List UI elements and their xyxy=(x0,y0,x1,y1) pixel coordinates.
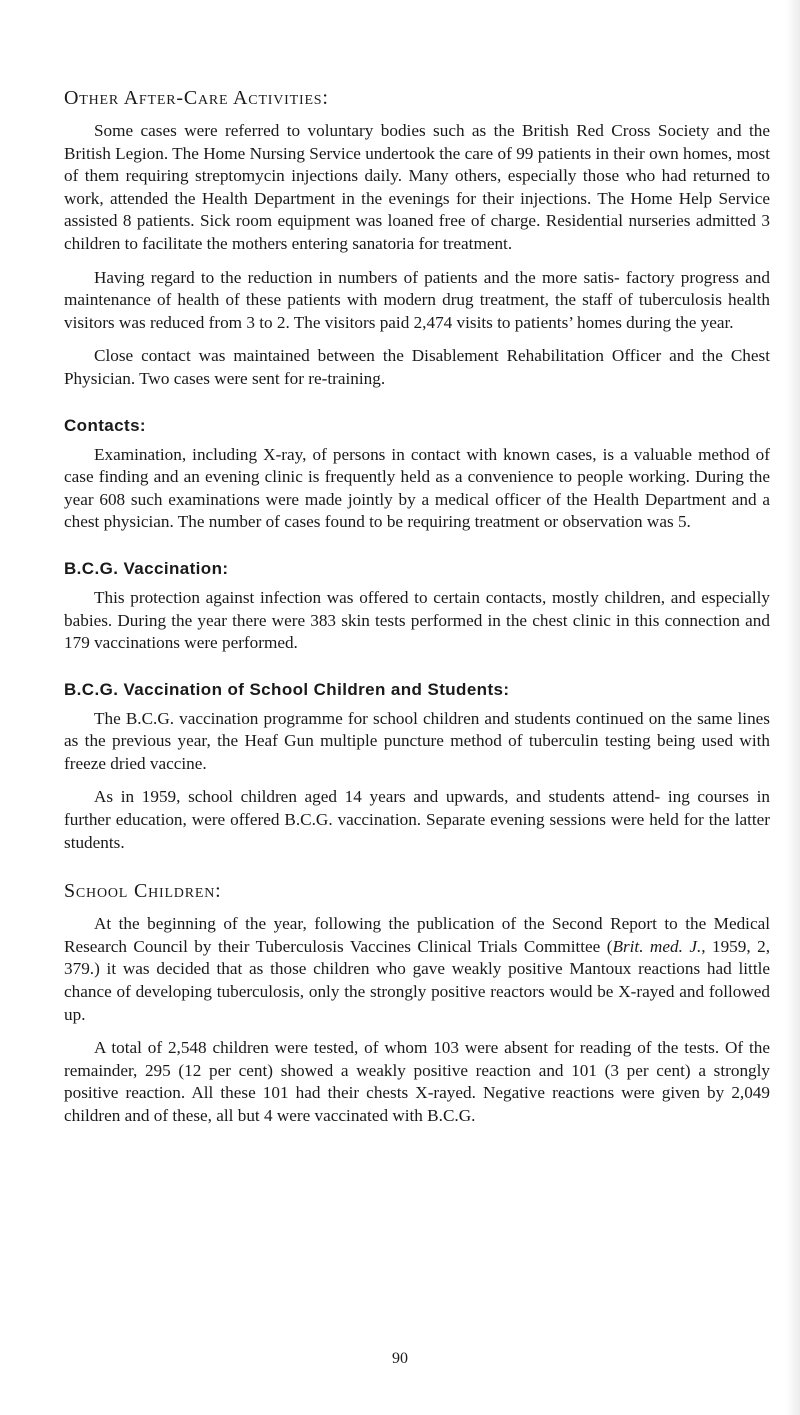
paragraph: Examination, including X-ray, of persons in contact with known cases, is a valuable method of case finding and an evening clinic is frequently held as a convenience to people working. During the year 608 such examinations were made jointly by a medical officer of the Health Department and a chest physician. The number of cases found to be requiring treatment or observation was 5. xyxy=(64,444,770,532)
page-number: 90 xyxy=(392,1350,408,1367)
paragraph-with-citation xyxy=(64,913,770,1026)
paragraph: A total of 2,548 children were tested, of whom 103 were absent for reading of the tests. Of the remainder, 295 (12 per cent) showed a weakly positive reaction and 101 (3 per cent) a strongly positive reaction. All these 101 had their chests X-rayed. Negative reactions were given by 2,049 children and of these, all but 4 were vaccinated with B.C.G. xyxy=(64,1038,770,1125)
paragraph: The B.C.G. vaccination programme for school children and students continued on the same lines as the previous year, the Heaf Gun multiple puncture method of tuberculin testing being used with freeze dried vaccine. xyxy=(64,708,770,773)
paragraph: Some cases were referred to voluntary bodies such as the British Red Cross Society and the British Legion. The Home Nursing Service undertook the care of 99 patients in their own homes, most of them requiring streptomycin injections daily. Many others, especially those who had returned to work, attended the Health Department in the evenings for their injections. The Home Help Service assisted 8 patients. Sick room equipment was loaned free of charge. Residential nurseries admitted 3 children to facilitate the mothers entering sanatoria for treatment. xyxy=(64,121,770,253)
heading-school-children: School Children: xyxy=(64,880,222,903)
page-edge-shadow xyxy=(786,0,800,1415)
heading-bcg-school: B.C.G. Vaccination of School Children and Students: xyxy=(64,679,510,699)
document-page xyxy=(64,86,770,1139)
paragraph: Close contact was maintained between the Disablement Rehabilitation Officer and the Chest Physician. Two cases were sent for re-training. xyxy=(64,346,770,388)
heading-after-care: Other After-Care Activities: xyxy=(64,87,329,109)
paragraph: As in 1959, school children aged 14 years and upwards, and students attend- ing courses in further education, were offered B.C.G. vaccination. Separate evening sessions were held for the latter students. xyxy=(64,787,770,852)
heading-contacts: Contacts: xyxy=(64,415,146,435)
journal-citation: Brit. med. J. xyxy=(612,936,702,956)
heading-bcg-vaccination: B.C.G. Vaccination: xyxy=(64,558,229,578)
text-span: At the beginning of the year, following the publication of the Second Report to the Medical Research Council by their Tuberculosis Vaccines Clinical Trials Committee ( xyxy=(64,914,770,956)
paragraph: This protection against infection was offered to certain contacts, mostly children, and especially babies. During the year there were 383 skin tests performed in the chest clinic in this connection and 179 vaccinations were performed. xyxy=(64,587,770,653)
paragraph: Having regard to the reduction in numbers of patients and the more satis- factory progress and maintenance of health of these patients with modern drug treatment, the staff of tuberculosis health visitors was reduced from 3 to 2. The visitors paid 2,474 visits to patients’ homes during the year. xyxy=(64,267,770,332)
text-span: , 1959, 2, 379.) it was decided that as those children who gave weakly positive Mantoux reactions had little chance of developing tuberculosis, only the strongly positive reactors would be X-rayed and followed up. xyxy=(64,936,771,1024)
